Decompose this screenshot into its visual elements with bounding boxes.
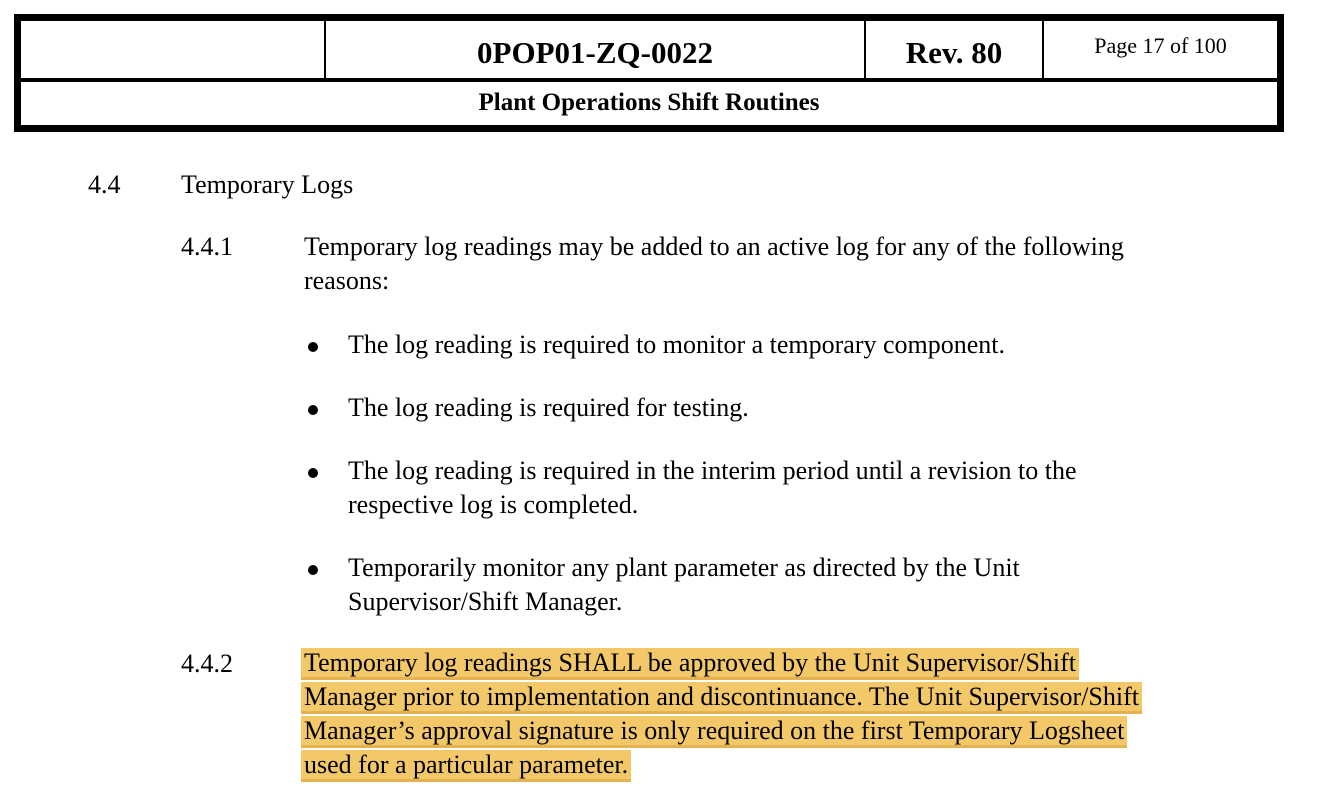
header-blank-cell — [21, 21, 326, 78]
section-title: Temporary Logs — [181, 170, 354, 199]
highlight-span: Manager prior to implementation and discontinuance. The Unit Supervisor/Shift — [301, 682, 1142, 714]
highlight-span: Manager’s approval signature is only required on the first Temporary Logsheet — [301, 716, 1127, 748]
bullet-text: The log reading is required to monitor a temporary component. — [348, 330, 1006, 359]
document-id: 0POP01-ZQ-0022 — [326, 21, 866, 78]
highlight-span: Temporary log readings SHALL be approved by the Unit Supervisor/Shift — [301, 648, 1079, 680]
bullet-icon — [308, 342, 318, 352]
bullet-text: Temporarily monitor any plant parameter as directed by the Unit — [348, 553, 1020, 582]
highlighted-text-line — [301, 715, 1127, 746]
highlighted-text-line — [301, 681, 1142, 712]
bullet-icon — [308, 468, 318, 478]
document-title: Plant Operations Shift Routines — [478, 89, 820, 116]
bullet-text: respective log is completed. — [348, 490, 639, 519]
section-number: 4.4 — [88, 170, 121, 199]
highlight-span: used for a particular parameter. — [301, 750, 631, 782]
step-text-line: reasons: — [304, 266, 390, 295]
step-number-4-4-2: 4.4.2 — [181, 649, 233, 678]
bullet-text: Supervisor/Shift Manager. — [348, 587, 623, 616]
bullet-icon — [308, 405, 318, 415]
bullet-text: The log reading is required for testing. — [348, 393, 749, 422]
header-row-top — [21, 21, 1277, 82]
revision-number: Rev. 80 — [866, 21, 1044, 78]
highlighted-text-line — [301, 647, 1079, 678]
step-text-line: Temporary log readings may be added to an active log for any of the following — [304, 232, 1124, 261]
page-number: Page 17 of 100 — [1094, 33, 1227, 58]
document-header — [14, 14, 1284, 132]
bullet-icon — [308, 565, 318, 575]
highlighted-text-line — [301, 749, 631, 780]
bullet-text: The log reading is required in the interim period until a revision to the — [348, 456, 1077, 485]
step-number-4-4-1: 4.4.1 — [181, 232, 233, 261]
